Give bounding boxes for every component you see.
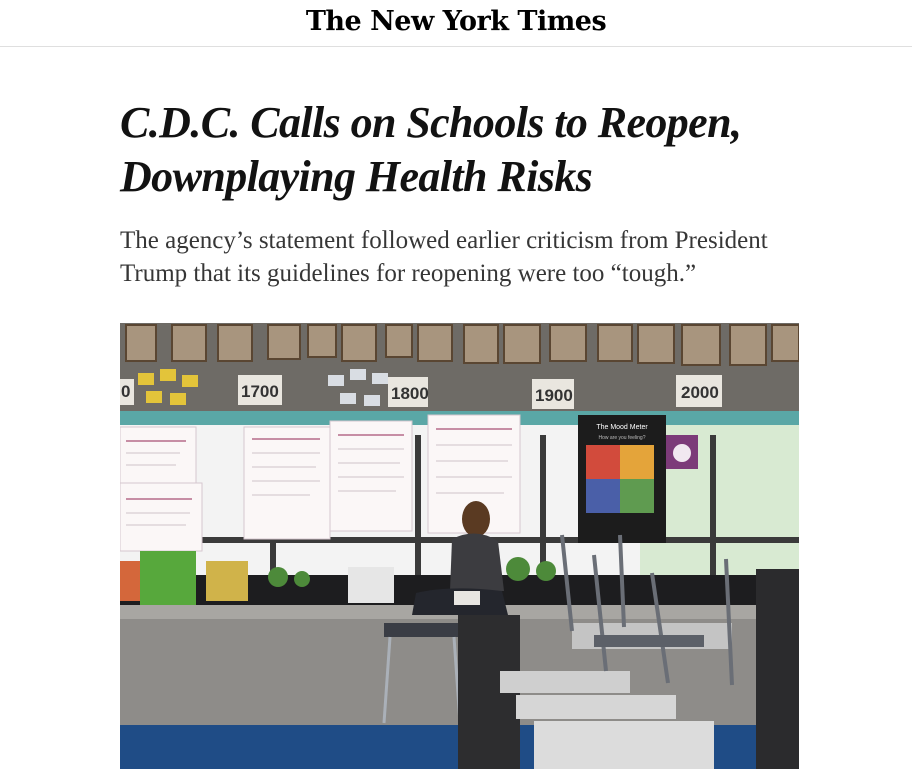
timeline-label-0: 0 [121,382,131,401]
article-photo [120,323,799,769]
nyt-logo[interactable]: The New York Times [305,6,607,37]
timeline-label-1800: 1800 [391,384,429,403]
timeline-label-1700: 1700 [241,382,279,401]
anchor-charts [120,415,520,551]
mood-meter-title: The Mood Meter [596,424,648,431]
mood-meter-subtitle: How are you feeling? [598,435,646,441]
article-headline: C.D.C. Calls on Schools to Reopen, Downplaying Health Risks [120,98,742,201]
mood-meter-poster [578,415,666,543]
timeline-label-2000: 2000 [681,383,719,402]
article-summary: The agency’s statement followed earlier criticism from President Trump that its guidelines for reopening were too “tough.” [120,227,768,287]
masthead [0,0,912,47]
timeline-label-1900: 1900 [535,386,573,405]
